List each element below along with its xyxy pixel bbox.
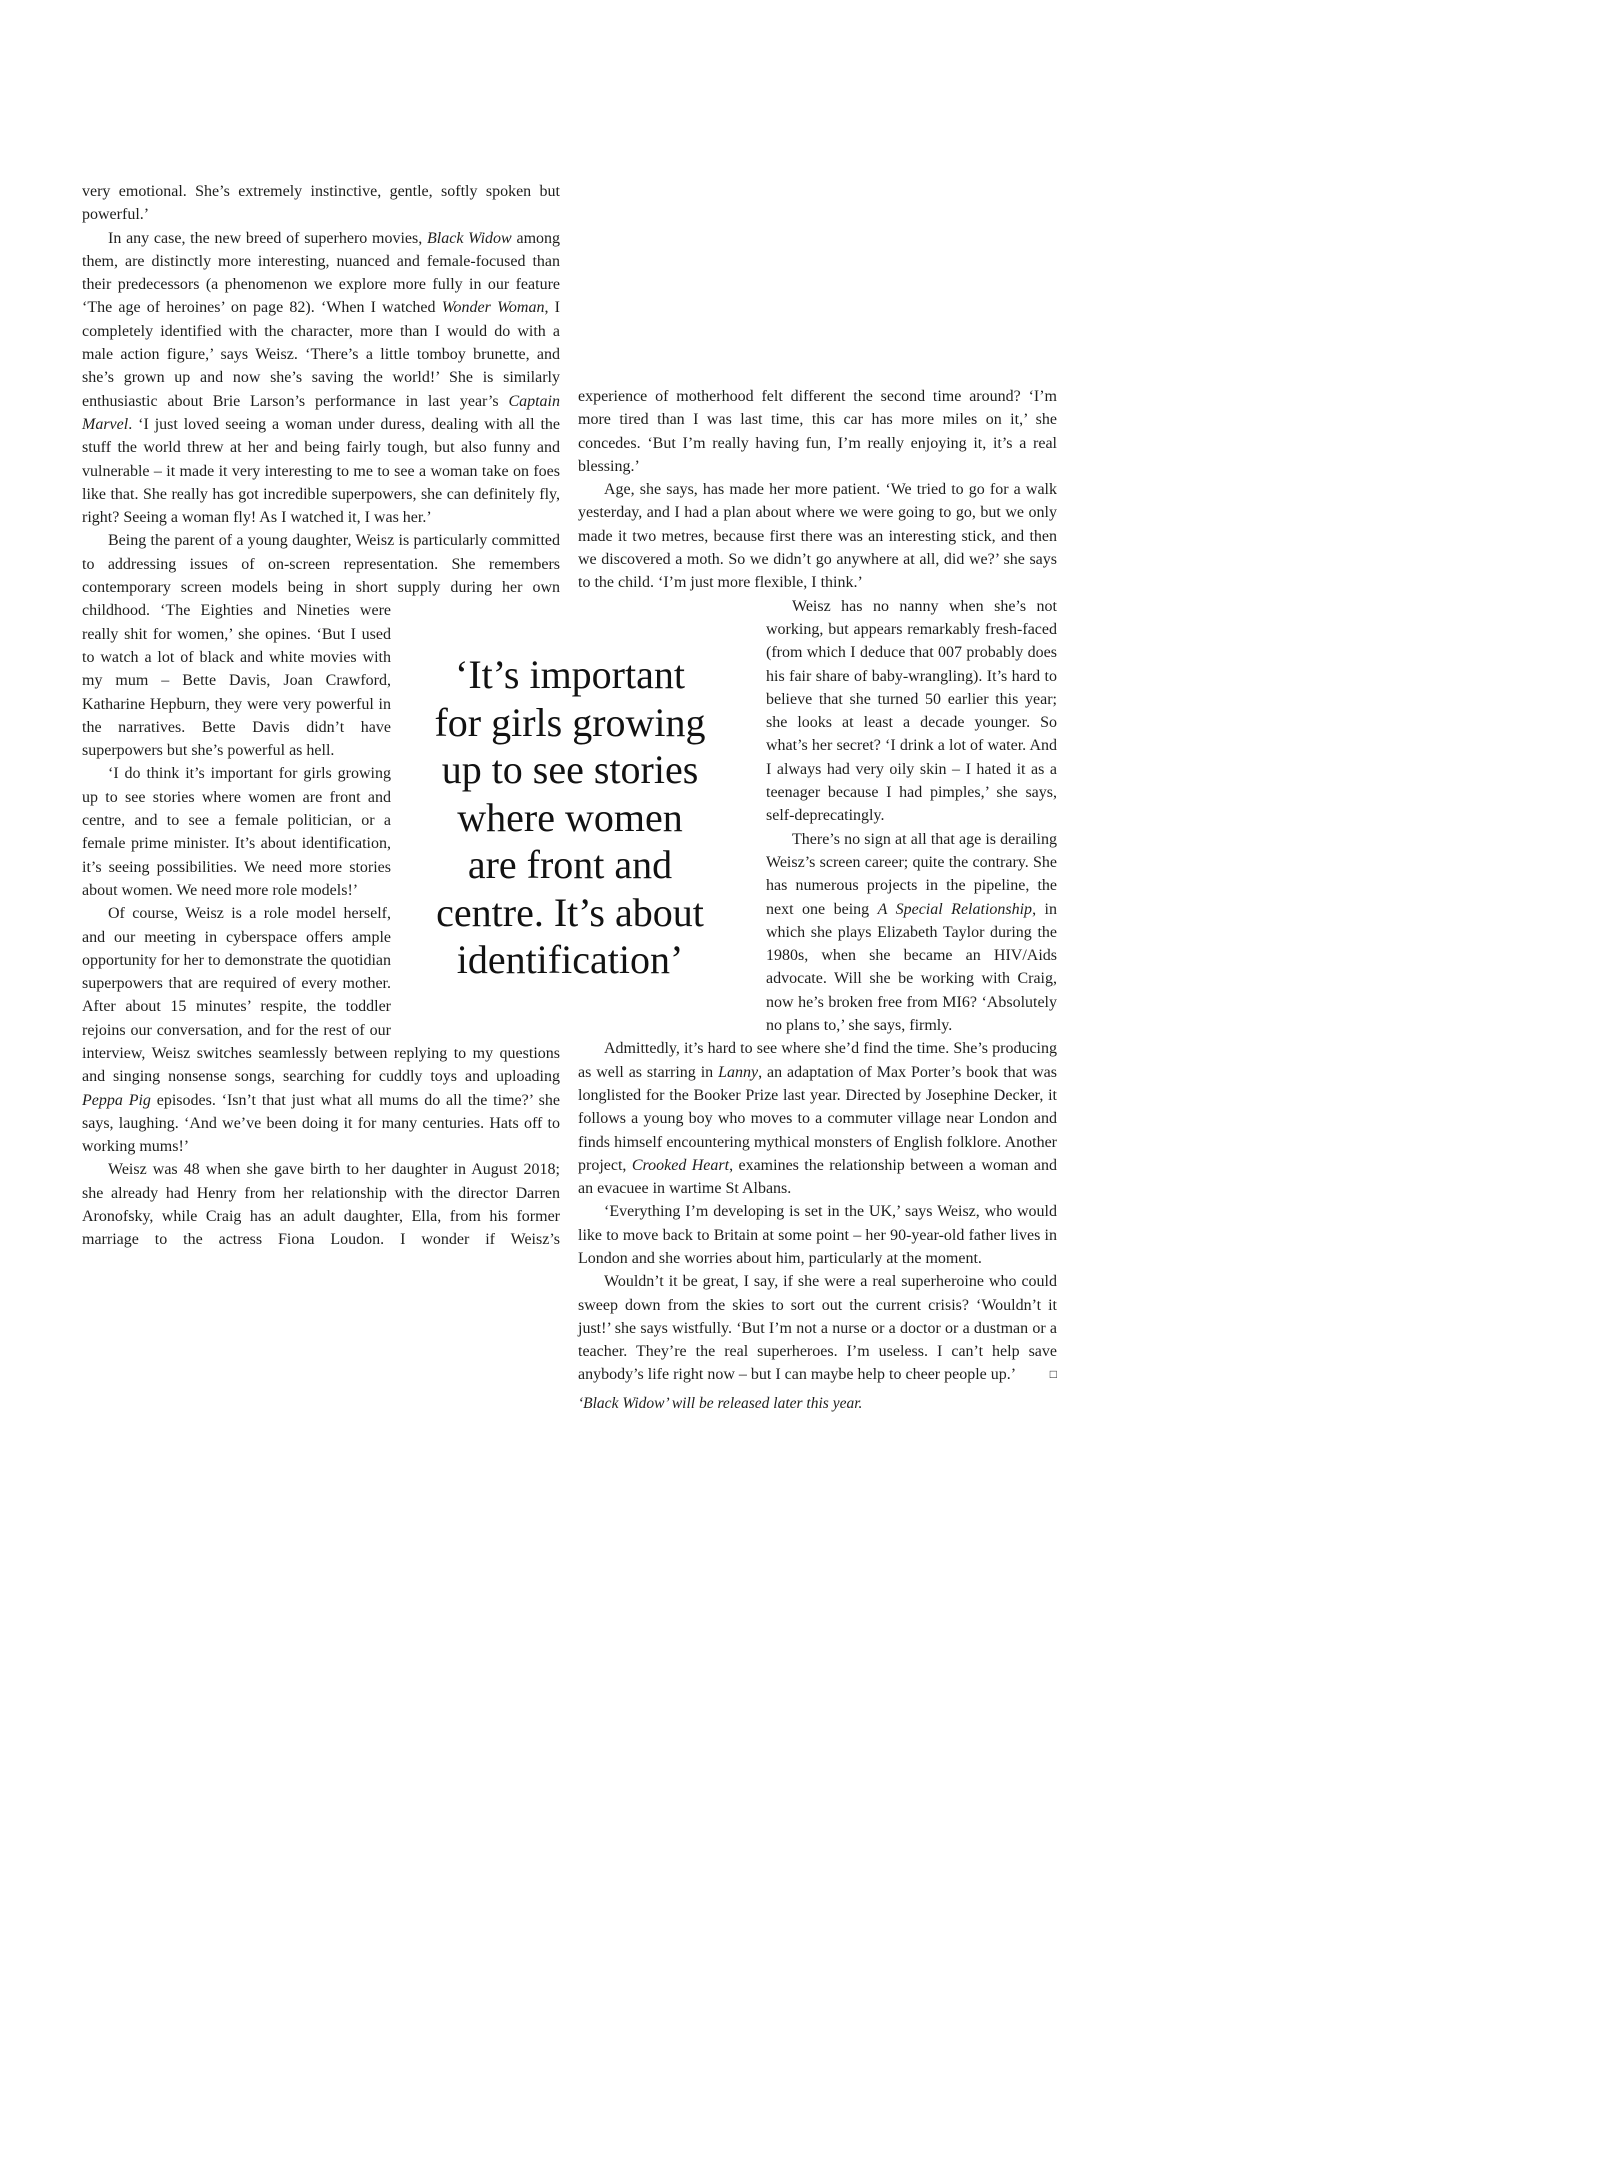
italic-run: Crooked Heart xyxy=(631,1156,730,1174)
paragraph xyxy=(578,1037,1057,1200)
italic-run: Wonder Woman xyxy=(441,299,545,317)
text-run: In any case, the new breed of superhero movies, xyxy=(108,229,427,247)
text-run: Of course, Weisz is a role model herself, and our meeting in cyberspace offers ample opportunity for her to demonstrate the quotidian superpowers that are required of every mother. After about 15 minutes’ respite, the toddler rejoins our conversation, and for the rest of our interview, Weisz switches seamlessly between replying to my questions and singing nonsense songs, searching for cuddly toys and uploading xyxy=(82,905,560,1086)
pull-quote-line: identification’ xyxy=(456,937,684,982)
text-run: episodes. ‘Isn’t that just what all mums do all the time?’ she says, laughing. ‘And we’ve been doing it for many centuries. Hats off to working mums!’ xyxy=(82,1091,560,1156)
text-run: among them, are distinctly more interesting, nuanced and female-focused than their predecessors (a phenomenon we explore more fully in our feature ‘The age of heroines’ on page 82). ‘When I watched xyxy=(82,229,561,317)
end-of-article-mark: □ xyxy=(1049,1367,1057,1382)
paragraph xyxy=(578,828,1057,1038)
text-run: ‘Everything I’m developing is set in the UK,’ says Weisz, who would like to move back to Britain at some point – her 90-year-old father lives in London and she worries about him, particularly at the moment. xyxy=(578,1203,1057,1267)
text-run: experience of motherhood felt different the second time around? ‘I’m more tired than I was last time, this car has more miles on it,’ she concedes. ‘But I’m really having fun, I’m really enjoying it, it’s a real blessing.’ xyxy=(578,388,1057,475)
text-run: . ‘I just loved seeing a woman under duress, dealing with all the stuff the world threw at her and being fairly tough, but also funny and vulnerable – it made it very interesting to me to see a woman take on foes like that. She really has got incredible superpowers, she can definitely fly, right? Seeing a woman fly! As I watched it, I was her.’ xyxy=(82,415,560,527)
paragraph xyxy=(82,180,560,227)
text-run: Weisz was 48 when she gave birth to her daughter in August 2018; she already had Henry from her relationship with the director Darren Aronofsky, while Craig has an adult daughter, Ella, from his former marriage to the actress Fiona Loudon. I wonder if Weisz’s xyxy=(82,1161,560,1249)
pull-quote-line: centre. It’s about xyxy=(436,889,704,935)
paragraph xyxy=(82,227,560,530)
right-column-text xyxy=(578,385,1057,1387)
paragraph xyxy=(578,478,1057,594)
credit-line: ‘Black Widow’ will be released later this year. xyxy=(578,1394,863,1412)
text-run: , examines the relationship between a woman and an evacuee in wartime St Albans. xyxy=(578,1156,1058,1198)
paragraph xyxy=(578,385,1057,478)
italic-run: Peppa Pig xyxy=(82,1091,151,1109)
text-run: ‘I do think it’s important for girls growing up to see stories where women are front and centre, and to see a female politician, or a female prime minister. It’s about identification, it’s seeing possibilities. We need more stories about women. We need more role models!’ xyxy=(82,765,391,899)
pull-quote-line: up to see stories xyxy=(441,747,699,792)
paragraph xyxy=(578,595,1057,828)
text-run: , I completely identified with the character, more than I would do with a male action figure,’ says Weisz. ‘There’s a little tomboy brunette, and she’s grown up and now she’s saving the world!’ She is similarly enthusiastic about Brie Larson’s performance in last year’s xyxy=(82,299,561,410)
paragraph xyxy=(82,1158,560,1251)
text-run: Weisz has no nanny when she’s not working, but appears remarkably fresh-faced (from which I deduce that 007 probably does his fair share of baby-wrangling). It’s hard to believe that she turned 50 earlier this year; she looks at least a decade younger. So what’s her secret? ‘I drink a lot of water. And I always had very oily skin – I hated it as a teenager because I had pimples,’ she says, self-deprecatingly. xyxy=(766,597,1057,825)
text-run: There’s no sign at all that age is derailing Weisz’s screen career; quite the contrary. She has numerous projects in the pipeline, the next one being xyxy=(766,830,1057,918)
pull-quote-line: ‘It’s important xyxy=(455,652,685,697)
italic-run: A Special Relationship xyxy=(877,900,1033,918)
paragraph xyxy=(578,1270,1057,1386)
pull-quote-line: where women xyxy=(457,794,683,840)
text-run: very emotional. She’s extremely instinctive, gentle, softly spoken but powerful.’ xyxy=(82,183,560,224)
text-run: Wouldn’t it be great, I say, if she were a real superheroine who could sweep down from the skies to sort out the current crisis? ‘Wouldn’t it just!’ she says wistfully. ‘But I’m not a nurse or a doctor or a dustman or a teacher. They’re the real superheroes. I’m useless. I can’t help save anybody’s life right now – but I can maybe help to cheer people up.’ xyxy=(578,1273,1057,1384)
text-run: , an adaptation of Max Porter’s book that was longlisted for the Booker Prize last year. Directed by Josephine Decker, it follows a young boy who moves to a commuter village near London and finds himself encountering mythical monsters of English folklore. Another project, xyxy=(578,1063,1057,1174)
italic-run: Black Widow xyxy=(427,229,512,247)
italic-run: Captain Marvel xyxy=(82,392,560,433)
paragraph xyxy=(578,1200,1057,1270)
text-run: Being the parent of a young daughter, Weisz is particularly committed to addressing issues of on-screen representation. She remembers contemporary screen models being in short supply during her own childhood. ‘The Eighties and Nineties were really shit for women,’ she opines. ‘But I used to watch a lot of black and white movies with my mum – Bette Davis, Joan Crawford, Katharine Hepburn, they were very powerful in the narratives. Bette Davis didn’t have superpowers but she’s powerful as hell. xyxy=(82,532,560,760)
text-run: Age, she says, has made her more patient. ‘We tried to go for a walk yesterday, and I had a plan about where we were going to go, but we only made it two metres, because first there was an interesting stick, and then we discovered a moth. So we didn’t go anywhere at all, did we?’ she says to the child. ‘I’m just more flexible, I think.’ xyxy=(578,481,1057,592)
pull-quote-line: for girls growing xyxy=(434,699,706,745)
text-run: , in which she plays Elizabeth Taylor during the 1980s, when she became an HIV/Aids advocate. Will she be working with Craig, now he’s broken free from MI6? ‘Absolutely no plans to,’ she says, firmly. xyxy=(766,900,1057,1035)
right-column xyxy=(578,385,1057,1415)
text-run: Admittedly, it’s hard to see where she’d find the time. She’s producing as well as starring in xyxy=(578,1040,1057,1081)
italic-run: Lanny xyxy=(718,1063,759,1081)
pull-quote-line: are front and xyxy=(467,842,673,887)
